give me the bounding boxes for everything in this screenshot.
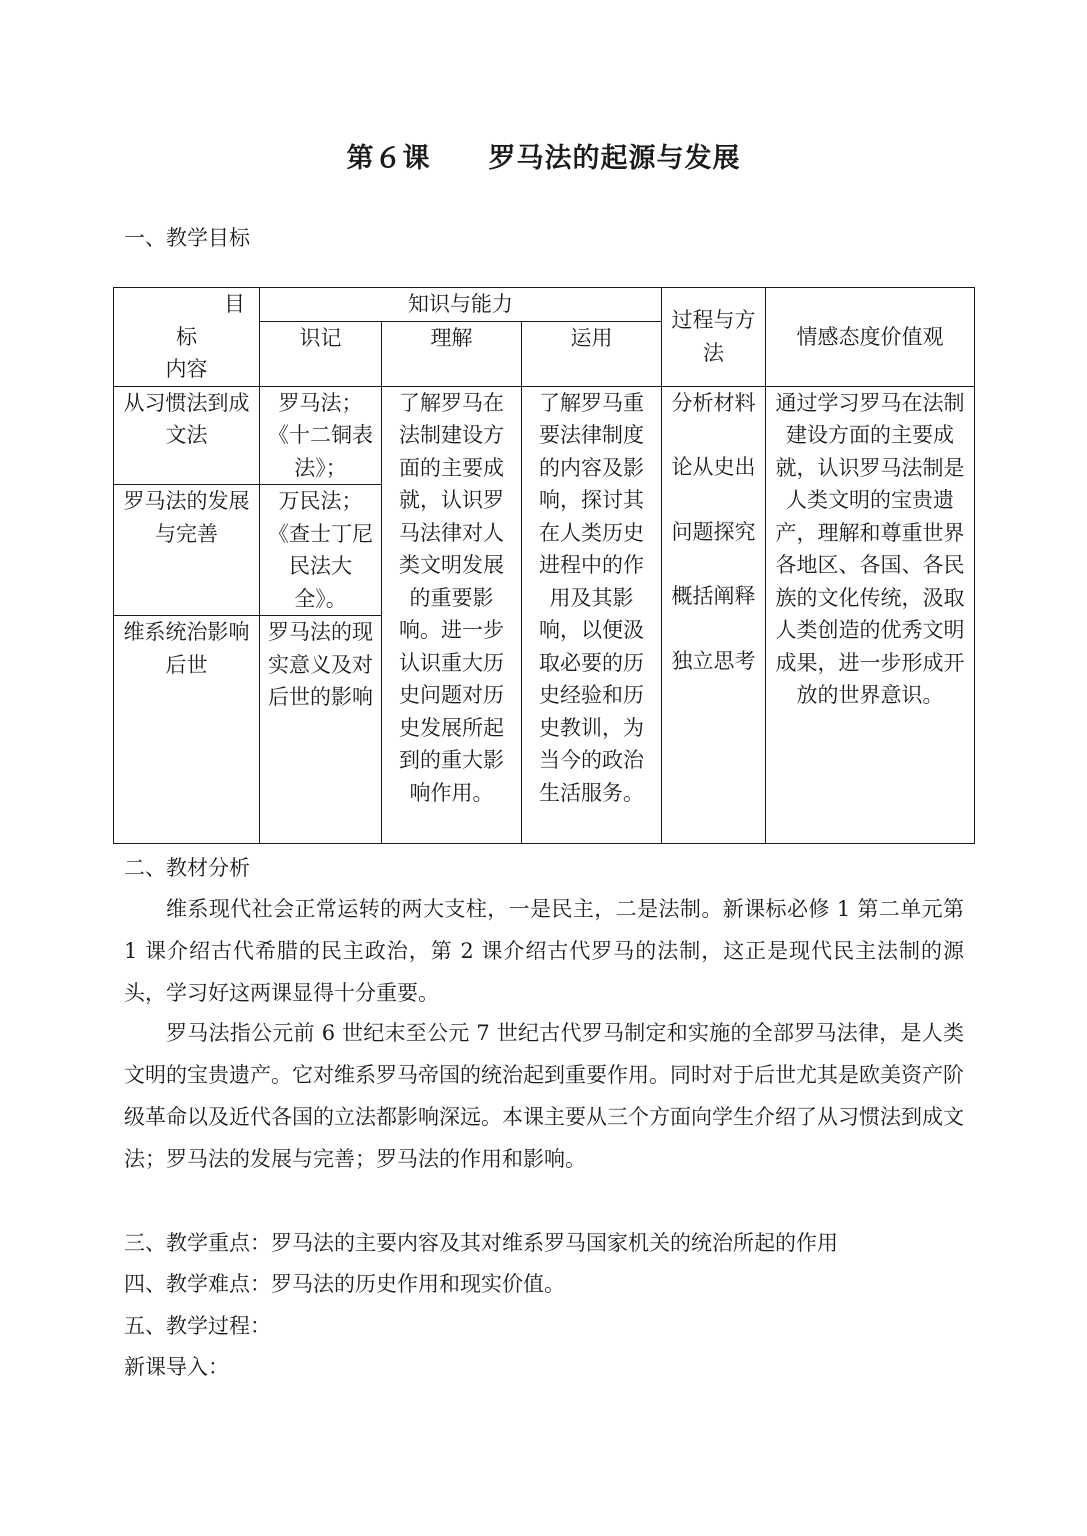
section-heading-goals: 一、教学目标 <box>124 226 250 250</box>
section-heading-difficulties: 四、教学难点：罗马法的历史作用和现实价值。 <box>124 1272 565 1296</box>
section-heading-analysis: 二、教材分析 <box>124 856 250 880</box>
topic-cell: 罗马法的发展与完善 <box>114 485 260 616</box>
lesson-name: 罗马法的起源与发展 <box>488 143 741 174</box>
page-title <box>0 136 1087 175</box>
corner-label-biao: 标 <box>176 324 197 349</box>
header-shiji: 识记 <box>260 321 382 386</box>
header-knowledge-ability: 知识与能力 <box>260 288 662 322</box>
process-item: 论从史出 <box>671 455 756 479</box>
lesson-number: 第６课 <box>346 143 431 174</box>
corner-label-mu: 目 <box>224 292 245 316</box>
analysis-paragraph-2: 罗马法指公元前 6 世纪末至公元 7 世纪古代罗马制定和实施的全部罗马法律，是人类文明的宝贵遗产。它对维系罗马帝国的统治起到重要作用。同时对于后世尤其是欧美资产阶级革命以及近代各国的立法都影响深远。本课主要从三个方面向学生介绍了从习惯法到成文法；罗马法的发展与完善；罗马法的作用和影响。 <box>124 1021 964 1171</box>
teaching-goals-table <box>113 287 975 844</box>
yunyong-cell: 了解罗马重要法律制度的内容及影响，探讨其在人类历史进程中的作用及其影响，以便汲取必要的历史经验和历史教训，为当今的政治生活服务。 <box>522 386 662 844</box>
shiji-cell: 罗马法的现实意义及对后世的影响 <box>260 616 382 844</box>
process-item: 分析材料 <box>671 390 756 415</box>
section-heading-key-points: 三、教学重点：罗马法的主要内容及其对维系罗马国家机关的统治所起的作用 <box>124 1231 838 1255</box>
corner-label-neirong: 内容 <box>165 357 208 381</box>
header-corner-cell <box>114 288 260 387</box>
emotion-values-cell: 通过学习罗马在法制建设方面的主要成就，认识罗马法制是人类文明的宝贵遗产，理解和尊重世界各地区、各国、各民族的文化传统，汲取人类创造的优秀文明成果，进一步形成开放的世界意识。 <box>766 386 975 844</box>
shiji-cell: 罗马法；《十二铜表法》； <box>260 386 382 485</box>
header-yunyong: 运用 <box>522 321 662 386</box>
analysis-paragraph-1: 维系现代社会正常运转的两大支柱，一是民主，二是法制。新课标必修 1 第二单元第 1 课介绍古代希腊的民主政治，第 2 课介绍古代罗马的法制，这正是现代民主法制的源头，学习好这两课显得十分重要。 <box>124 897 964 1005</box>
header-lijie: 理解 <box>382 321 522 386</box>
topic-cell: 从习惯法到成文法 <box>114 386 260 485</box>
process-item: 独立思考 <box>671 648 756 673</box>
process-item: 概括阐释 <box>671 584 756 608</box>
header-emotion-values: 情感态度价值观 <box>766 288 975 387</box>
new-lesson-intro: 新课导入： <box>124 1355 229 1379</box>
header-process-method: 过程与方法 <box>662 288 766 387</box>
shiji-cell: 万民法；《查士丁尼民法大全》。 <box>260 485 382 616</box>
topic-cell: 维系统治影响后世 <box>114 616 260 844</box>
process-item: 问题探究 <box>671 519 756 544</box>
lijie-cell: 了解罗马在法制建设方面的主要成就，认识罗马法律对人类文明发展的重要影响。进一步认识重大历史问题对历史发展所起到的重大影响作用。 <box>382 386 522 844</box>
process-method-cell <box>662 386 766 844</box>
section-heading-process: 五、教学过程： <box>124 1314 271 1338</box>
